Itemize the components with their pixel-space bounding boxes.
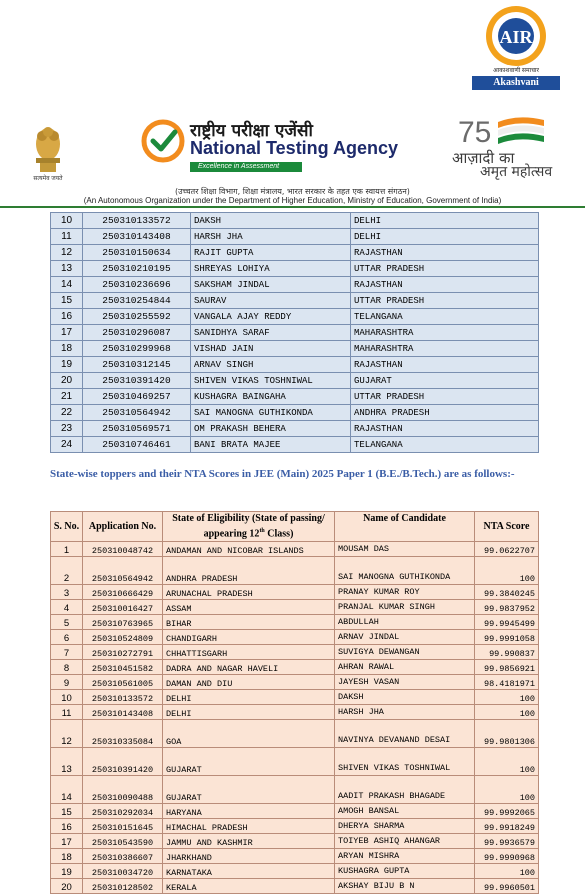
cell-sno: 16 [51, 309, 83, 325]
cell-application-no: 250310391420 [83, 748, 163, 776]
cell-application-no: 250310255592 [83, 309, 191, 325]
nta-hindi-name: राष्ट्रीय परीक्षा एजेंसी [190, 121, 313, 141]
cell-sno: 5 [51, 615, 83, 630]
table-row [51, 277, 539, 293]
cell-state: KERALA [163, 879, 335, 894]
cell-application-no: 250310150634 [83, 245, 191, 261]
cell-sno: 20 [51, 373, 83, 389]
cell-nta-score: 99.9837952 [475, 600, 539, 615]
cell-state: KARNATAKA [163, 864, 335, 879]
cell-nta-score: 100 [475, 705, 539, 720]
table-row [51, 341, 539, 357]
cell-state: CHHATTISGARH [163, 645, 335, 660]
cell-state: RAJASTHAN [351, 245, 539, 261]
cell-nta-score: 99.9856921 [475, 660, 539, 675]
cell-state: DELHI [163, 705, 335, 720]
cell-application-no: 250310210195 [83, 261, 191, 277]
state-toppers-table [50, 511, 539, 894]
table-row [51, 325, 539, 341]
cell-sno: 15 [51, 293, 83, 309]
table-row [51, 675, 539, 690]
header-state-text-end: Class) [264, 528, 294, 540]
cell-application-no: 250310143408 [83, 229, 191, 245]
cell-sno: 13 [51, 748, 83, 776]
cell-state: RAJASTHAN [351, 421, 539, 437]
cell-nta-score: 100 [475, 690, 539, 705]
cell-state: MAHARASHTRA [351, 341, 539, 357]
cell-candidate-name: AADIT PRAKASH BHAGADE [335, 776, 475, 804]
cell-sno: 18 [51, 849, 83, 864]
cell-state: JAMMU AND KASHMIR [163, 834, 335, 849]
cell-application-no: 250310143408 [83, 705, 163, 720]
header-sno: S. No. [51, 512, 83, 542]
table-row [51, 405, 539, 421]
cell-sno: 23 [51, 421, 83, 437]
cell-candidate-name: HARSH JHA [191, 229, 351, 245]
cell-candidate-name: SAKSHAM JINDAL [191, 277, 351, 293]
cell-application-no: 250310292034 [83, 804, 163, 819]
cell-state: DELHI [351, 213, 539, 229]
cell-application-no: 250310254844 [83, 293, 191, 309]
cell-candidate-name: HARSH JHA [335, 705, 475, 720]
table-row [51, 309, 539, 325]
cell-state: TELANGANA [351, 437, 539, 453]
cell-state: ARUNACHAL PRADESH [163, 585, 335, 600]
akashvani-logo [470, 4, 562, 90]
cell-application-no: 250310236696 [83, 277, 191, 293]
cell-state: DADRA AND NAGAR HAVELI [163, 660, 335, 675]
cell-sno: 4 [51, 600, 83, 615]
cell-nta-score: 99.9990968 [475, 849, 539, 864]
cell-state: HARYANA [163, 804, 335, 819]
akashvani-label: Akashvani [472, 76, 560, 90]
table-row [51, 585, 539, 600]
cell-nta-score: 99.9992065 [475, 804, 539, 819]
cell-candidate-name: AKSHAY BIJU B N [335, 879, 475, 894]
cell-nta-score: 98.4181971 [475, 675, 539, 690]
table-row [51, 557, 539, 585]
header-state [163, 512, 335, 542]
table-row [51, 293, 539, 309]
cell-nta-score: 99.0622707 [475, 542, 539, 557]
akashvani-hindi-label: आकाशवाणी समाचार [493, 68, 539, 74]
cell-nta-score: 100 [475, 557, 539, 585]
cell-sno: 13 [51, 261, 83, 277]
cell-sno: 11 [51, 229, 83, 245]
table-row [51, 357, 539, 373]
cell-sno: 18 [51, 341, 83, 357]
cell-candidate-name: SHREYAS LOHIYA [191, 261, 351, 277]
cell-state: UTTAR PRADESH [351, 389, 539, 405]
header-state-sup: th [259, 528, 265, 534]
cell-sno: 2 [51, 557, 83, 585]
cell-state: ANDHRA PRADESH [351, 405, 539, 421]
cell-application-no: 250310296087 [83, 325, 191, 341]
cell-sno: 12 [51, 720, 83, 748]
cell-nta-score: 100 [475, 748, 539, 776]
cell-application-no: 250310763965 [83, 615, 163, 630]
toppers-table-body [51, 213, 539, 453]
cell-application-no: 250310016427 [83, 600, 163, 615]
azadi-number: 75 [458, 116, 492, 149]
cell-candidate-name: DAKSH [191, 213, 351, 229]
azadi-line2: अमृत महोत्सव [480, 164, 553, 180]
cell-application-no: 250310151645 [83, 819, 163, 834]
cell-application-no: 250310746461 [83, 437, 191, 453]
table-row [51, 437, 539, 453]
table-row [51, 373, 539, 389]
cell-application-no: 250310312145 [83, 357, 191, 373]
nta-check-logo-icon [142, 120, 184, 162]
cell-state: ANDAMAN AND NICOBAR ISLANDS [163, 542, 335, 557]
cell-sno: 22 [51, 405, 83, 421]
cell-state: BIHAR [163, 615, 335, 630]
cell-sno: 19 [51, 357, 83, 373]
cell-sno: 9 [51, 675, 83, 690]
cell-application-no: 250310272791 [83, 645, 163, 660]
cell-state: DELHI [163, 690, 335, 705]
svg-text:AIR: AIR [499, 27, 533, 47]
cell-sno: 24 [51, 437, 83, 453]
cell-sno: 10 [51, 690, 83, 705]
cell-nta-score: 99.9936579 [475, 834, 539, 849]
subtitle-english: (An Autonomous Organization under the Department of Higher Education, Ministry of Education, Government of India) [83, 196, 502, 205]
cell-candidate-name: AMOGH BANSAL [335, 804, 475, 819]
cell-sno: 15 [51, 804, 83, 819]
cell-sno: 10 [51, 213, 83, 229]
cell-sno: 19 [51, 864, 83, 879]
cell-sno: 3 [51, 585, 83, 600]
cell-sno: 14 [51, 776, 83, 804]
cell-state: ANDHRA PRADESH [163, 557, 335, 585]
cell-sno: 1 [51, 542, 83, 557]
cell-candidate-name: ABDULLAH [335, 615, 475, 630]
table-row [51, 879, 539, 894]
nta-english-name: National Testing Agency [190, 138, 399, 158]
cell-state: ASSAM [163, 600, 335, 615]
cell-candidate-name: KUSHAGRA BAINGAHA [191, 389, 351, 405]
cell-application-no: 250310133572 [83, 690, 163, 705]
cell-application-no: 250310666429 [83, 585, 163, 600]
cell-state: RAJASTHAN [351, 357, 539, 373]
cell-application-no: 250310391420 [83, 373, 191, 389]
cell-candidate-name: DHERYA SHARMA [335, 819, 475, 834]
cell-nta-score: 99.9991058 [475, 630, 539, 645]
cell-candidate-name: SAURAV [191, 293, 351, 309]
cell-application-no: 250310048742 [83, 542, 163, 557]
table-row [51, 421, 539, 437]
table-row [51, 261, 539, 277]
cell-sno: 20 [51, 879, 83, 894]
cell-application-no: 250310524809 [83, 630, 163, 645]
toppers-table [50, 212, 539, 453]
akashvani-emblem-icon [480, 4, 552, 68]
cell-state: TELANGANA [351, 309, 539, 325]
cell-candidate-name: TOIYEB ASHIQ AHANGAR [335, 834, 475, 849]
table-row [51, 213, 539, 229]
cell-sno: 16 [51, 819, 83, 834]
table-row [51, 542, 539, 557]
table-row [51, 834, 539, 849]
cell-nta-score: 100 [475, 864, 539, 879]
table-row [51, 690, 539, 705]
cell-sno: 8 [51, 660, 83, 675]
cell-state: GOA [163, 720, 335, 748]
cell-application-no: 250310569571 [83, 421, 191, 437]
cell-candidate-name: PRANAY KUMAR ROY [335, 585, 475, 600]
cell-candidate-name: BANI BRATA MAJEE [191, 437, 351, 453]
cell-application-no: 250310469257 [83, 389, 191, 405]
header-divider [0, 206, 585, 208]
cell-candidate-name: OM PRAKASH BEHERA [191, 421, 351, 437]
header-application-no: Application No. [83, 512, 163, 542]
cell-sno: 14 [51, 277, 83, 293]
table-row [51, 748, 539, 776]
table-row [51, 804, 539, 819]
cell-sno: 6 [51, 630, 83, 645]
cell-application-no: 250310561005 [83, 675, 163, 690]
cell-candidate-name: VANGALA AJAY REDDY [191, 309, 351, 325]
cell-nta-score: 99.9960501 [475, 879, 539, 894]
cell-nta-score: 99.3840245 [475, 585, 539, 600]
cell-sno: 12 [51, 245, 83, 261]
cell-candidate-name: MOUSAM DAS [335, 542, 475, 557]
national-emblem-icon [28, 122, 68, 182]
cell-application-no: 250310451582 [83, 660, 163, 675]
header-nta-score: NTA Score [475, 512, 539, 542]
cell-candidate-name: KUSHAGRA GUPTA [335, 864, 475, 879]
cell-state: GUJARAT [163, 748, 335, 776]
cell-candidate-name: SHIVEN VIKAS TOSHNIWAL [191, 373, 351, 389]
cell-candidate-name: ARNAV JINDAL [335, 630, 475, 645]
cell-candidate-name: AHRAN RAWAL [335, 660, 475, 675]
cell-nta-score: 99.990837 [475, 645, 539, 660]
cell-nta-score: 99.9801306 [475, 720, 539, 748]
cell-state: GUJARAT [351, 373, 539, 389]
table-row [51, 645, 539, 660]
table-row [51, 600, 539, 615]
table-row [51, 630, 539, 645]
cell-nta-score: 100 [475, 776, 539, 804]
table-row [51, 615, 539, 630]
cell-candidate-name: NAVINYA DEVANAND DESAI [335, 720, 475, 748]
cell-sno: 11 [51, 705, 83, 720]
cell-application-no: 250310090488 [83, 776, 163, 804]
cell-application-no: 250310034720 [83, 864, 163, 879]
cell-application-no: 250310335084 [83, 720, 163, 748]
table-row [51, 245, 539, 261]
cell-state: CHANDIGARH [163, 630, 335, 645]
emblem-caption: सत्यमेव जयते [33, 176, 63, 182]
cell-application-no: 250310133572 [83, 213, 191, 229]
table-row [51, 229, 539, 245]
state-toppers-table-body [51, 542, 539, 894]
table-row [51, 819, 539, 834]
cell-candidate-name: SAI MANOGNA GUTHIKONDA [191, 405, 351, 421]
cell-nta-score: 99.9945499 [475, 615, 539, 630]
cell-state: MAHARASHTRA [351, 325, 539, 341]
table-row [51, 660, 539, 675]
cell-candidate-name: VISHAD JAIN [191, 341, 351, 357]
table-row [51, 705, 539, 720]
cell-application-no: 250310299968 [83, 341, 191, 357]
table-row [51, 864, 539, 879]
cell-state: DAMAN AND DIU [163, 675, 335, 690]
cell-candidate-name: SUVIGYA DEWANGAN [335, 645, 475, 660]
state-toppers-header-row [51, 512, 539, 542]
cell-sno: 17 [51, 325, 83, 341]
cell-sno: 7 [51, 645, 83, 660]
cell-candidate-name: JAYESH VASAN [335, 675, 475, 690]
header-state-text: State of Eligibility (State of passing/ appearing 12 [172, 513, 325, 540]
cell-state: GUJARAT [163, 776, 335, 804]
cell-candidate-name: ARYAN MISHRA [335, 849, 475, 864]
cell-sno: 21 [51, 389, 83, 405]
cell-application-no: 250310386607 [83, 849, 163, 864]
cell-application-no: 250310128502 [83, 879, 163, 894]
cell-application-no: 250310564942 [83, 557, 163, 585]
cell-state: UTTAR PRADESH [351, 293, 539, 309]
cell-candidate-name: ARNAV SINGH [191, 357, 351, 373]
cell-sno: 17 [51, 834, 83, 849]
cell-application-no: 250310543590 [83, 834, 163, 849]
cell-state: RAJASTHAN [351, 277, 539, 293]
table-row [51, 776, 539, 804]
cell-nta-score: 99.9918249 [475, 819, 539, 834]
cell-state: UTTAR PRADESH [351, 261, 539, 277]
azadi-line1: आज़ादी का [452, 149, 515, 167]
cell-candidate-name: PRANJAL KUMAR SINGH [335, 600, 475, 615]
nta-tagline: Excellence in Assessment [190, 162, 302, 172]
cell-candidate-name: SAI MANOGNA GUTHIKONDA [335, 557, 475, 585]
cell-state: JHARKHAND [163, 849, 335, 864]
table-row [51, 849, 539, 864]
azadi-75-logo-icon [456, 112, 548, 148]
cell-candidate-name: SHIVEN VIKAS TOSHNIWAL [335, 748, 475, 776]
cell-application-no: 250310564942 [83, 405, 191, 421]
cell-state: HIMACHAL PRADESH [163, 819, 335, 834]
section-heading: State-wise toppers and their NTA Scores in JEE (Main) 2025 Paper 1 (B.E./B.Tech.) are as follows:- [50, 468, 515, 480]
subtitle-hindi: (उच्चतर शिक्षा विभाग, शिक्षा मंत्रालय, भारत सरकार के तहत एक स्वायत्त संगठन) [175, 187, 410, 196]
table-row [51, 389, 539, 405]
table-row [51, 720, 539, 748]
cell-candidate-name: DAKSH [335, 690, 475, 705]
header-candidate-name: Name of Candidate [335, 512, 475, 542]
cell-candidate-name: RAJIT GUPTA [191, 245, 351, 261]
cell-state: DELHI [351, 229, 539, 245]
cell-candidate-name: SANIDHYA SARAF [191, 325, 351, 341]
